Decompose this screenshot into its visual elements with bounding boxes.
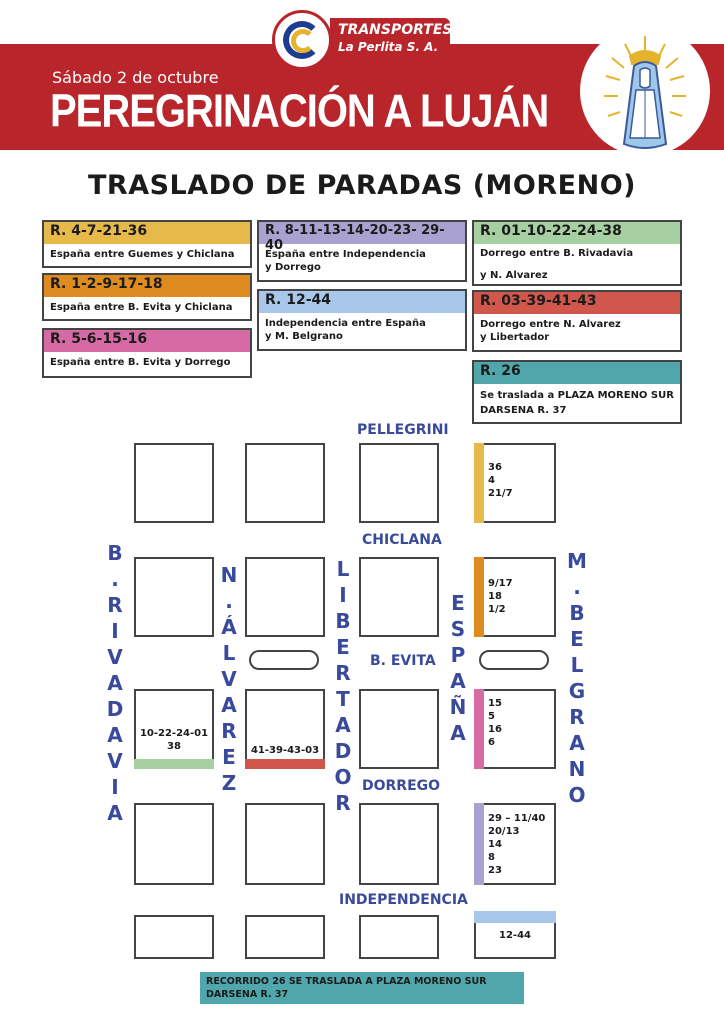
- stop-label: 9/17 18 1/2: [488, 578, 513, 615]
- city-block: [245, 557, 325, 637]
- virgin-emblem: [580, 26, 710, 156]
- stop-marker-pink: [474, 689, 484, 769]
- route-box: [472, 290, 682, 352]
- stop-marker-orange: [474, 557, 484, 637]
- route-desc: Dorrego entre N. Alvarez y Libertador: [480, 319, 621, 343]
- street-espana: E S P A Ñ A: [449, 591, 467, 745]
- city-block: [245, 689, 325, 769]
- street-pellegrini: PELLEGRINI: [357, 422, 449, 438]
- route-head: R. 26: [474, 362, 680, 384]
- route-box: [42, 273, 252, 321]
- city-block: [359, 557, 439, 637]
- stop-marker-green: [134, 759, 214, 769]
- brand-logo: [272, 10, 332, 70]
- median-pill: [479, 650, 549, 670]
- median-pill: [249, 650, 319, 670]
- route-desc: Independencia entre España y M. Belgrano: [265, 318, 426, 342]
- city-block: [359, 689, 439, 769]
- route-head: R. 03-39-41-43: [474, 292, 680, 314]
- route-head: R. 8-11-13-14-20-23- 29-40: [259, 222, 465, 244]
- city-block: [359, 915, 439, 959]
- route-head: R. 01-10-22-24-38: [474, 222, 680, 244]
- city-block: [134, 443, 214, 523]
- city-block: [245, 915, 325, 959]
- route-head: R. 4-7-21-36: [44, 222, 250, 244]
- city-block: [359, 803, 439, 885]
- city-block: [134, 915, 214, 959]
- city-block: [474, 689, 556, 769]
- logo-ring-yellow: [291, 29, 315, 53]
- route-box: [42, 328, 252, 378]
- route-desc: Se traslada a PLAZA MORENO SUR DARSENA R. 37: [480, 390, 674, 416]
- stop-label: 10-22-24-01 38: [139, 728, 209, 752]
- stop-marker-yellow: [474, 443, 484, 523]
- stop-marker-red: [245, 759, 325, 769]
- route-box: [257, 289, 467, 351]
- route-desc: España entre Independencia y Dorrego: [265, 249, 426, 273]
- virgin-icon: [580, 26, 710, 156]
- street-rivadavia: B . R I V A D A V I A: [106, 541, 124, 825]
- stop-label: 12-44: [499, 930, 531, 941]
- route-box: [42, 220, 252, 268]
- stop-label: 36 4 21/7: [488, 462, 513, 499]
- page-title: PEREGRINACIÓN A LUJÁN: [50, 86, 549, 137]
- route-box: [472, 360, 682, 424]
- route-head: R. 5-6-15-16: [44, 330, 250, 352]
- street-b-evita: B. EVITA: [370, 653, 436, 669]
- stop-label: 41-39-43-03: [250, 745, 320, 756]
- city-block: [474, 557, 556, 637]
- footer-note: RECORRIDO 26 SE TRASLADA A PLAZA MORENO SUR DARSENA R. 37: [200, 972, 524, 1004]
- route-desc: España entre B. Evita y Dorrego: [50, 357, 231, 368]
- stop-marker-lightblue: [474, 911, 556, 923]
- section-title: TRASLADO DE PARADAS (MORENO): [87, 170, 636, 201]
- city-block: [134, 557, 214, 637]
- city-block: [359, 443, 439, 523]
- route-box: [472, 220, 682, 286]
- event-date: Sábado 2 de octubre: [52, 68, 219, 87]
- street-libertador: L I B E R T A D O R: [334, 557, 352, 815]
- brand-name: TRANSPORTES: [338, 22, 453, 38]
- city-block: [134, 803, 214, 885]
- street-chiclana: CHICLANA: [362, 532, 442, 548]
- route-desc: España entre Guemes y Chiclana: [50, 249, 235, 260]
- city-block: [245, 443, 325, 523]
- route-box: [257, 220, 467, 282]
- brand-subname: La Perlita S. A.: [338, 40, 439, 54]
- stop-label: 29 – 11/40 20/13 14 8 23: [488, 813, 546, 876]
- stop-label: 15 5 16 6: [488, 698, 502, 748]
- street-independencia: INDEPENDENCIA: [339, 892, 468, 908]
- route-head: R. 12-44: [259, 291, 465, 313]
- route-desc: Dorrego entre B. Rivadavia y N. Alvarez: [480, 248, 634, 281]
- route-head: R. 1-2-9-17-18: [44, 275, 250, 297]
- street-belgrano: M . B E L G R A N O: [567, 549, 587, 807]
- city-block: [474, 443, 556, 523]
- street-dorrego: DORREGO: [362, 778, 441, 794]
- street-alvarez: N . Á L V A R E Z: [220, 563, 238, 795]
- stop-marker-lilac: [474, 803, 484, 885]
- route-desc: España entre B. Evita y Chiclana: [50, 302, 233, 313]
- city-block: [245, 803, 325, 885]
